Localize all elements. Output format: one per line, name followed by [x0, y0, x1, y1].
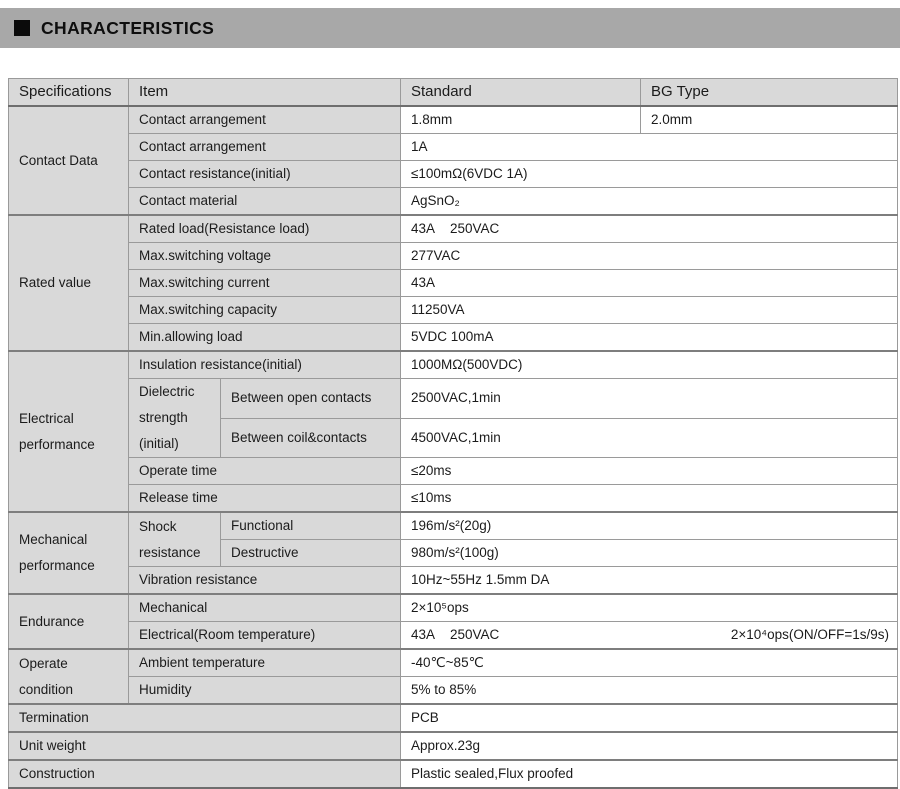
table-row: [9, 243, 898, 270]
value-max-switching-capacity: 11250VA: [401, 297, 898, 324]
value-humidity: 5% to 85%: [401, 677, 898, 705]
item-shock-destructive: Destructive: [221, 540, 401, 567]
value-shock-destructive: 980m/s²(100g): [401, 540, 898, 567]
table-row: [9, 622, 898, 650]
table-row: [9, 324, 898, 352]
item-max-switching-current: Max.switching current: [129, 270, 401, 297]
value-endurance-electrical: [401, 622, 898, 650]
table-row: [9, 297, 898, 324]
table-row: [9, 512, 898, 540]
table-row: [9, 567, 898, 595]
item-max-switching-voltage: Max.switching voltage: [129, 243, 401, 270]
value-contact-resistance: ≤100mΩ(6VDC 1A): [401, 161, 898, 188]
spec-cell-electrical-performance: Electrical performance: [9, 351, 129, 512]
col-header-standard: Standard: [401, 79, 641, 107]
spec-cell-rated-value: Rated value: [9, 215, 129, 351]
item-contact-arrangement: Contact arrangement: [129, 134, 401, 161]
value-max-switching-current: 43A: [401, 270, 898, 297]
item-endurance-mechanical: Mechanical: [129, 594, 401, 622]
value-min-allowing-load: 5VDC 100mA: [401, 324, 898, 352]
page-title: CHARACTERISTICS: [41, 17, 215, 38]
spec-cell-construction: Construction: [9, 760, 401, 788]
item-group-dielectric-strength: Dielectric strength (initial): [129, 379, 221, 458]
spec-cell-unit-weight: Unit weight: [9, 732, 401, 760]
table-row: [9, 732, 898, 760]
item-insulation-resistance: Insulation resistance(initial): [129, 351, 401, 379]
value-operate-time: ≤20ms: [401, 458, 898, 485]
col-header-bg-type: BG Type: [641, 79, 898, 107]
value-endurance-electrical-load: 43A 250VAC: [411, 627, 500, 642]
item-contact-resistance: Contact resistance(initial): [129, 161, 401, 188]
item-contact-gap: Contact arrangement: [129, 106, 401, 134]
item-humidity: Humidity: [129, 677, 401, 705]
value-termination: PCB: [401, 704, 898, 732]
item-between-open-contacts: Between open contacts: [221, 379, 401, 419]
item-rated-load: Rated load(Resistance load): [129, 215, 401, 243]
table-row: [9, 594, 898, 622]
value-unit-weight: Approx.23g: [401, 732, 898, 760]
table-row: [9, 215, 898, 243]
value-contact-arrangement: 1A: [401, 134, 898, 161]
col-header-specifications: Specifications: [9, 79, 129, 107]
item-shock-functional: Functional: [221, 512, 401, 540]
value-between-coil-contacts: 4500VAC,1min: [401, 418, 898, 458]
characteristics-title-bar: [0, 8, 900, 48]
spec-cell-mechanical-performance: Mechanical performance: [9, 512, 129, 594]
value-contact-material: AgSnO₂: [401, 188, 898, 216]
table-row: [9, 270, 898, 297]
col-header-item: Item: [129, 79, 401, 107]
table-row: [9, 161, 898, 188]
item-between-coil-contacts: Between coil&contacts: [221, 418, 401, 458]
item-min-allowing-load: Min.allowing load: [129, 324, 401, 352]
value-shock-functional: 196m/s²(20g): [401, 512, 898, 540]
value-standard-gap: 1.8mm: [401, 106, 641, 134]
item-max-switching-capacity: Max.switching capacity: [129, 297, 401, 324]
value-max-switching-voltage: 277VAC: [401, 243, 898, 270]
table-row: [9, 485, 898, 513]
table-row: [9, 677, 898, 705]
table-row: [9, 704, 898, 732]
item-release-time: Release time: [129, 485, 401, 513]
value-endurance-mechanical: 2×10⁵ops: [401, 594, 898, 622]
table-row: [9, 379, 898, 419]
value-construction: Plastic sealed,Flux proofed: [401, 760, 898, 788]
spec-cell-operate-condition: Operate condition: [9, 649, 129, 704]
item-vibration-resistance: Vibration resistance: [129, 567, 401, 595]
spec-cell-termination: Termination: [9, 704, 401, 732]
value-between-open-contacts: 2500VAC,1min: [401, 379, 898, 419]
value-release-time: ≤10ms: [401, 485, 898, 513]
spec-cell-endurance: Endurance: [9, 594, 129, 649]
spec-cell-contact-data: Contact Data: [9, 106, 129, 215]
value-ambient-temperature: -40℃~85℃: [401, 649, 898, 677]
value-endurance-electrical-ops: 2×10⁴ops(ON/OFF=1s/9s): [730, 627, 889, 642]
value-vibration-resistance: 10Hz~55Hz 1.5mm DA: [401, 567, 898, 595]
section-marker-icon: [14, 20, 30, 36]
item-contact-material: Contact material: [129, 188, 401, 216]
table-row: [9, 188, 898, 216]
table-row: [9, 106, 898, 134]
value-rated-load: 43A 250VAC: [401, 215, 898, 243]
value-insulation-resistance: 1000MΩ(500VDC): [401, 351, 898, 379]
item-endurance-electrical: Electrical(Room temperature): [129, 622, 401, 650]
table-row: [9, 134, 898, 161]
table-row: [9, 760, 898, 788]
characteristics-table: [8, 78, 898, 789]
table-row: [9, 649, 898, 677]
item-group-shock-resistance: Shock resistance: [129, 512, 221, 567]
table-header-row: [9, 79, 898, 107]
table-row: [9, 351, 898, 379]
item-ambient-temperature: Ambient temperature: [129, 649, 401, 677]
table-row: [9, 458, 898, 485]
value-bg-type-gap: 2.0mm: [641, 106, 898, 134]
item-operate-time: Operate time: [129, 458, 401, 485]
